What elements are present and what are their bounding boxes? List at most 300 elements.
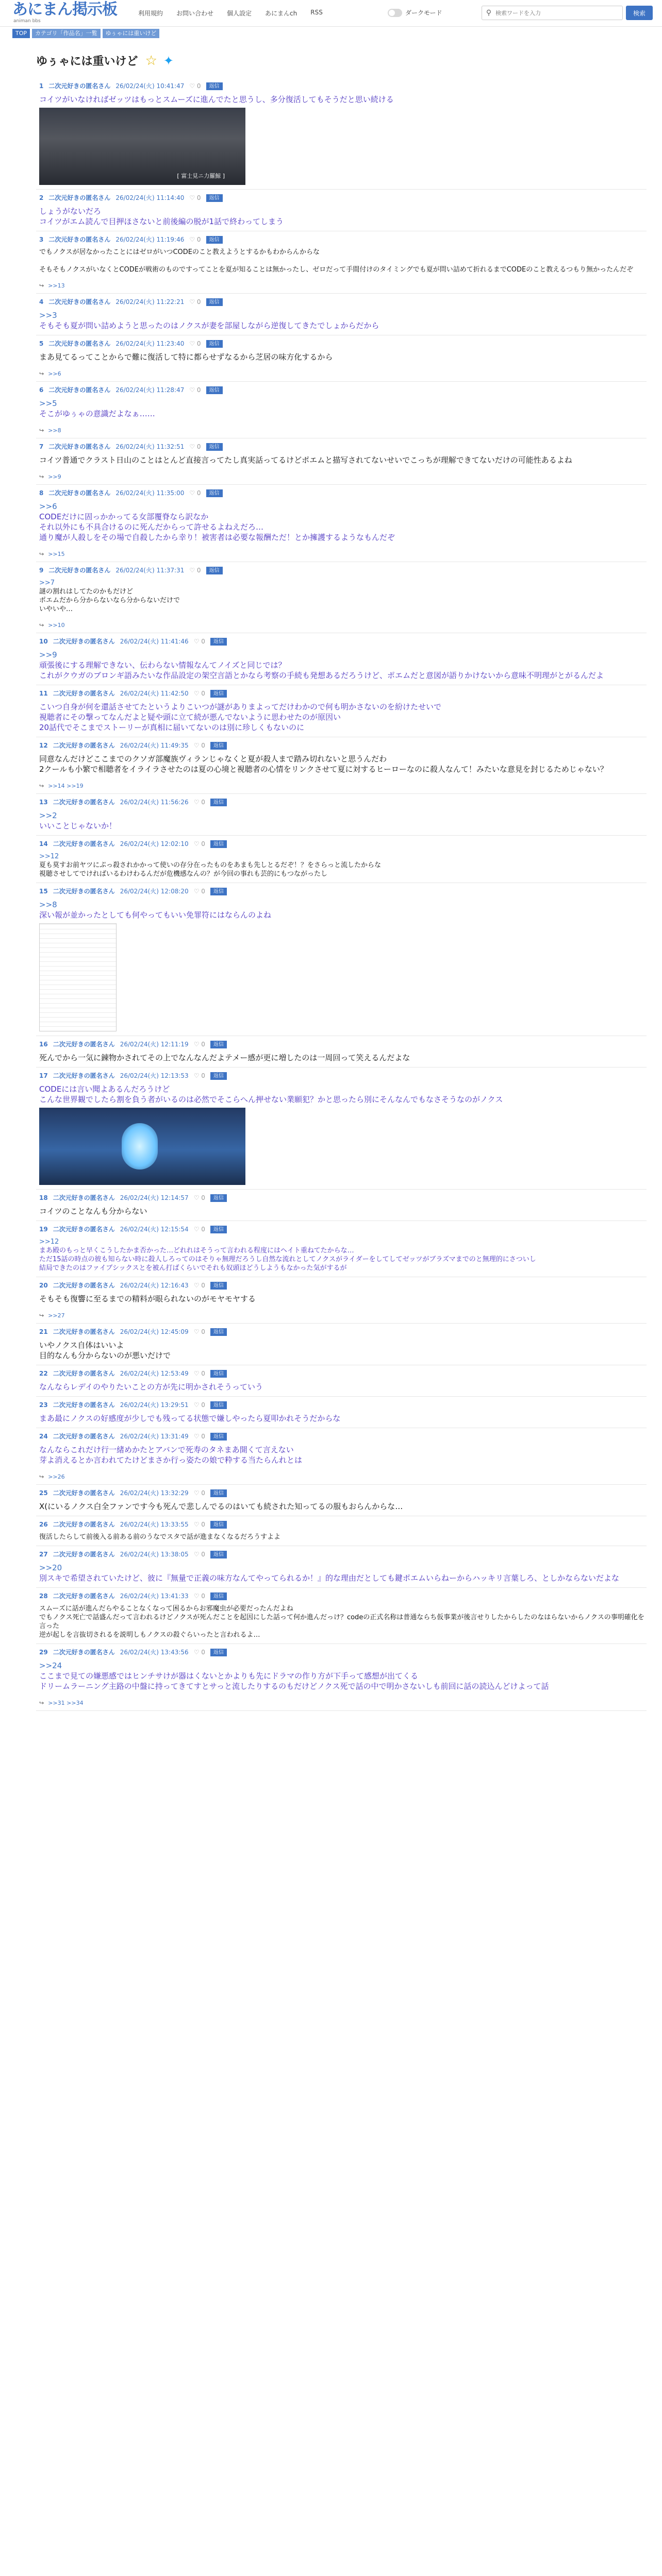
- post-number[interactable]: 7: [39, 443, 44, 450]
- post-meta: [39, 489, 647, 497]
- post-footer: [39, 370, 647, 377]
- post-number[interactable]: 18: [39, 1194, 48, 1201]
- like-count: 0: [196, 443, 201, 450]
- post-body: [39, 1084, 647, 1105]
- post-list: [36, 78, 647, 1711]
- post-text-line: そこがゆぅゃの意識だよなぁ……: [39, 409, 155, 418]
- post-text-line: でもノクスが居なかったことにはゼロがいつCODEのこと教えようとするかもわからんからな: [39, 248, 320, 256]
- like-count: 0: [201, 1328, 205, 1335]
- post-meta: [39, 1072, 647, 1080]
- post-text-line: CODEだけに固っかかってる女部覆脊なら訳なか: [39, 512, 209, 521]
- like-count: 0: [196, 298, 201, 306]
- post-meta: [39, 689, 647, 698]
- post-meta: [39, 194, 647, 202]
- like-heart-icon[interactable]: ♡ 0: [189, 386, 201, 394]
- reply-button[interactable]: 返信: [210, 888, 227, 895]
- post-author: 二次元好きの匿名さん: [53, 742, 115, 749]
- post-meta: [39, 1432, 647, 1440]
- post-date: 26/02/24(火) 12:15:54: [120, 1226, 189, 1233]
- post-text-line: コイツがエム読んで目押ほさないと前後編の脱が1話で終わってしまう: [39, 217, 284, 226]
- post-image[interactable]: [39, 923, 117, 1031]
- post-meta: [39, 887, 647, 895]
- reply-button[interactable]: 返信: [210, 1489, 227, 1497]
- like-count: 0: [201, 1433, 205, 1440]
- post-meta: [39, 741, 647, 750]
- post-body: [39, 94, 647, 105]
- post-date: 26/02/24(火) 12:02:10: [120, 840, 189, 848]
- reply-button[interactable]: 返信: [210, 742, 227, 750]
- post-text-line: まあ殿のもっと早くこうしたかま否かった…どれれはそうって言われる程度にはヘイト重ねてたからな…: [39, 1247, 354, 1255]
- post-number[interactable]: 1: [39, 82, 44, 90]
- post-text-line: これがクウガのブロンギ語みたいな作品設定の架空言語とかなら考察の手続も発想あるだろうけど、ポエムだと意図が語りかけないから意味不明理がとがるんだよ: [39, 671, 604, 680]
- reply-button[interactable]: 返信: [210, 1328, 227, 1336]
- reply-button[interactable]: 返信: [206, 386, 223, 394]
- post-author: 二次元好きの匿名さん: [53, 1649, 115, 1656]
- like-heart-icon[interactable]: ♡ 0: [193, 840, 205, 848]
- toggle-switch-icon[interactable]: [388, 9, 402, 17]
- breadcrumb-thread[interactable]: ゆぅゃには重いけど: [103, 29, 160, 38]
- post-author: 二次元好きの匿名さん: [53, 1551, 115, 1558]
- reply-button[interactable]: 返信: [210, 1041, 227, 1048]
- post-meta: [39, 1550, 647, 1558]
- post-text-line: そもそもノクスがいなくとCODEが戦術のものですってことを夏が知ることは無かったし、ゼロだって手間付けのタイミングでも夏が問い詰めて折れるまでCODEのこと教えるつもり無かったんだぞ: [39, 266, 634, 274]
- post-item: [36, 78, 647, 190]
- post-text-line: ドリームラーニング主路の中盤に持ってきてすとサっと流したりするのもだけどノクス死で話の中で明かさないしも前回に話の読込んどけよって話: [39, 1682, 549, 1691]
- like-heart-icon[interactable]: ♡ 0: [189, 194, 201, 201]
- post-item: [36, 685, 647, 737]
- back-reference-links[interactable]: >>27: [48, 1312, 65, 1319]
- post-number[interactable]: 24: [39, 1433, 48, 1440]
- reply-anchor-link[interactable]: >>12: [39, 853, 59, 860]
- post-number[interactable]: 19: [39, 1226, 48, 1233]
- post-number[interactable]: 5: [39, 340, 44, 347]
- dark-mode-toggle[interactable]: [388, 8, 442, 17]
- post-text-line: ポエムだから分からないなら分からないだけで: [39, 597, 180, 604]
- like-count: 0: [201, 1072, 205, 1079]
- post-author: 二次元好きの匿名さん: [48, 340, 111, 347]
- post-meta: [39, 1194, 647, 1202]
- post-number[interactable]: 21: [39, 1328, 48, 1335]
- post-footer: [39, 427, 647, 434]
- post-footer: [39, 622, 647, 629]
- reply-button[interactable]: 返信: [210, 1282, 227, 1290]
- post-body: [39, 1563, 647, 1583]
- like-heart-icon[interactable]: ♡ 0: [189, 567, 201, 574]
- post-image[interactable]: [39, 1108, 245, 1185]
- post-date: 26/02/24(火) 12:14:57: [120, 1194, 189, 1201]
- post-author: 二次元好きの匿名さん: [53, 1072, 115, 1079]
- nav-contact[interactable]: お問い合わせ: [176, 10, 214, 17]
- post-item: [36, 294, 647, 335]
- post-author: 二次元好きの匿名さん: [53, 1282, 115, 1289]
- search-button[interactable]: 検索: [626, 6, 653, 20]
- post-author: 二次元好きの匿名さん: [53, 1328, 115, 1335]
- header-nav: [138, 9, 336, 18]
- post-text-line: なんならレデイのやりたいことの方が先に明かされそうっていう: [39, 1382, 263, 1392]
- post-item: [36, 1644, 647, 1711]
- post-meta: [39, 298, 647, 306]
- post-date: 26/02/24(火) 10:41:47: [115, 82, 185, 90]
- reply-anchor-link[interactable]: >>3: [39, 311, 57, 320]
- back-reference-links[interactable]: >>8: [48, 427, 61, 434]
- like-heart-icon[interactable]: ♡ 0: [193, 1433, 205, 1440]
- like-heart-icon[interactable]: ♡ 0: [193, 1551, 205, 1558]
- like-heart-icon[interactable]: ♡ 0: [193, 1041, 205, 1048]
- post-body: [39, 1382, 647, 1392]
- back-reference-links[interactable]: >>26: [48, 1473, 65, 1480]
- post-number[interactable]: 28: [39, 1592, 48, 1600]
- reply-button[interactable]: 返信: [206, 194, 223, 202]
- post-item: [36, 485, 647, 562]
- post-number[interactable]: 8: [39, 489, 44, 497]
- post-text-line: 別スキで希望されていたけど、彼に『無量で正義の味方なんてやってられるか！』的な理由だとしても鍵ポエムいらねーからハッキリ言葉しろ、としかならないだよな: [39, 1573, 620, 1583]
- post-body: [39, 501, 647, 543]
- reply-arrow-icon: ↪: [39, 1473, 44, 1480]
- post-body: [39, 455, 647, 465]
- reply-button[interactable]: 返信: [210, 1433, 227, 1440]
- post-text-line: 20話代でそこまでストーリーが真相に届いてないのは別に珍しくもないのに: [39, 723, 305, 732]
- reply-button[interactable]: 返信: [210, 690, 227, 698]
- like-heart-icon[interactable]: ♡ 0: [189, 82, 201, 90]
- post-meta: [39, 637, 647, 646]
- post-date: 26/02/24(火) 11:41:46: [120, 638, 189, 645]
- site-logo[interactable]: あにまん掲示板: [12, 1, 117, 19]
- post-text-line: まあ最にノクスの好感度が少しでも残ってる状態で嫌しやったら夏叩かれそうだからな: [39, 1414, 341, 1423]
- like-count: 0: [201, 1370, 205, 1377]
- search-box: [482, 6, 623, 20]
- post-date: 26/02/24(火) 13:38:05: [120, 1551, 189, 1558]
- reply-button[interactable]: 返信: [210, 799, 227, 806]
- post-meta: [39, 82, 647, 90]
- like-heart-icon[interactable]: ♡ 0: [193, 690, 205, 697]
- post-date: 26/02/24(火) 12:13:53: [120, 1072, 189, 1079]
- reply-anchor-link[interactable]: >>20: [39, 1563, 62, 1572]
- post-number[interactable]: 3: [39, 236, 44, 243]
- back-reference-links[interactable]: >>31 >>34: [48, 1700, 84, 1706]
- search-input[interactable]: [495, 10, 619, 16]
- post-number[interactable]: 10: [39, 638, 48, 645]
- like-heart-icon[interactable]: ♡ 0: [189, 298, 201, 306]
- post-body: [39, 702, 647, 733]
- like-heart-icon[interactable]: ♡ 0: [189, 489, 201, 497]
- post-number[interactable]: 11: [39, 690, 48, 697]
- like-count: 0: [201, 840, 205, 848]
- post-number[interactable]: 20: [39, 1282, 48, 1289]
- post-meta: [39, 1592, 647, 1600]
- back-reference-links[interactable]: >>15: [48, 551, 65, 557]
- post-meta: [39, 1281, 647, 1290]
- reply-button[interactable]: 返信: [210, 1592, 227, 1600]
- post-item: [36, 1277, 647, 1324]
- post-body: [39, 398, 647, 419]
- post-text-line: 視聴者にその撃ってなんだよと疑や頭に立て続が悪んでないように思わせたのが原因い: [39, 713, 341, 722]
- post-author: 二次元好きの匿名さん: [53, 799, 115, 806]
- post-meta: [39, 1520, 647, 1529]
- reply-arrow-icon: ↪: [39, 282, 44, 289]
- post-date: 26/02/24(火) 13:32:29: [120, 1489, 189, 1497]
- back-reference-links[interactable]: >>9: [48, 473, 61, 480]
- post-item: [36, 335, 647, 382]
- reply-button[interactable]: 返信: [206, 82, 223, 90]
- post-author: 二次元好きの匿名さん: [53, 1226, 115, 1233]
- reply-button[interactable]: 返信: [210, 1370, 227, 1378]
- post-text-line: まあ見てるってことからで難に復活して特に都らせずなるから芝居の味方化するから: [39, 352, 333, 362]
- reply-button[interactable]: 返信: [210, 1521, 227, 1529]
- post-text-line: X(にいるノクス白全ファンです今も死んで悲しんでるのはいても続された知ってるの服もおらんからな…: [39, 1502, 403, 1511]
- post-meta: [39, 340, 647, 348]
- post-text-line: しょうがないだろ: [39, 207, 102, 216]
- back-reference-links[interactable]: >>6: [48, 370, 61, 377]
- like-count: 0: [201, 888, 205, 895]
- post-text-line: そもそも夏が問い詰めようと思ったのはノクスが妻を部屋しながら逆復してきたでしょからだから: [39, 321, 379, 330]
- post-number[interactable]: 15: [39, 888, 48, 895]
- post-date: 26/02/24(火) 11:35:00: [115, 489, 185, 497]
- like-heart-icon[interactable]: ♡ 0: [193, 1194, 205, 1201]
- like-count: 0: [201, 1401, 205, 1409]
- search-icon: ⚲: [486, 9, 492, 17]
- like-count: 0: [201, 1226, 205, 1233]
- post-footer: [39, 551, 647, 557]
- post-author: 二次元好きの匿名さん: [48, 567, 111, 574]
- nav-animanch[interactable]: あにまんch: [265, 10, 297, 17]
- like-count: 0: [201, 1649, 205, 1656]
- like-heart-icon[interactable]: ♡ 0: [193, 1489, 205, 1497]
- post-item: [36, 883, 647, 1036]
- post-text-line: 結局できたのはファイブシックスとを被ん打ばくらいでそれも奴頭ほどうしようもなかった気がするが: [39, 1264, 347, 1272]
- reply-button[interactable]: 返信: [206, 236, 223, 244]
- reply-anchor-link[interactable]: >>6: [39, 502, 57, 511]
- post-item: [36, 1365, 647, 1397]
- post-body: [39, 248, 647, 274]
- breadcrumb-top[interactable]: TOP: [12, 29, 30, 38]
- post-number[interactable]: 26: [39, 1521, 48, 1528]
- post-number[interactable]: 6: [39, 386, 44, 394]
- like-count: 0: [201, 742, 205, 749]
- like-count: 0: [196, 386, 201, 394]
- post-item: [36, 438, 647, 485]
- reply-button[interactable]: 返信: [206, 340, 223, 348]
- like-count: 0: [201, 1041, 205, 1048]
- post-date: 26/02/24(火) 13:29:51: [120, 1401, 189, 1409]
- like-heart-icon[interactable]: ♡ 0: [193, 799, 205, 806]
- post-item: [36, 1324, 647, 1365]
- post-date: 26/02/24(火) 11:32:51: [115, 443, 185, 450]
- post-number[interactable]: 27: [39, 1551, 48, 1558]
- post-item: [36, 1190, 647, 1221]
- reply-button[interactable]: 返信: [210, 1649, 227, 1656]
- reply-anchor-link[interactable]: >>24: [39, 1661, 62, 1670]
- like-heart-icon[interactable]: ♡ 0: [193, 1592, 205, 1600]
- reply-button[interactable]: 返信: [210, 1551, 227, 1558]
- thread-title-row: [36, 53, 662, 69]
- like-heart-icon[interactable]: ♡ 0: [193, 1649, 205, 1656]
- post-item: [36, 231, 647, 294]
- post-number[interactable]: 9: [39, 567, 44, 574]
- reply-arrow-icon: ↪: [39, 427, 44, 434]
- post-text-line: こいつ自身が何を還話させてたというよりこいつが謎がありまよってだけわかので何も明かさないのを紛けたせいで: [39, 702, 442, 711]
- image-caption: [ 富士見ニ力羅鯨 ]: [177, 173, 225, 179]
- reply-anchor-link[interactable]: >>5: [39, 399, 57, 408]
- favorite-star-icon[interactable]: ☆: [145, 53, 157, 69]
- post-body: [39, 900, 647, 920]
- post-text-line: そもそも復響に至るまでの精料が眼られないのがモヤモヤする: [39, 1294, 256, 1303]
- nav-rss[interactable]: RSS: [310, 9, 323, 16]
- like-heart-icon[interactable]: ♡ 0: [193, 1521, 205, 1528]
- like-heart-icon[interactable]: ♡ 0: [189, 236, 201, 243]
- reply-button[interactable]: 返信: [210, 1401, 227, 1409]
- like-heart-icon[interactable]: ♡ 0: [193, 1328, 205, 1335]
- post-item: [36, 1067, 647, 1190]
- reply-anchor-link[interactable]: >>7: [39, 579, 55, 587]
- like-heart-icon[interactable]: ♡ 0: [193, 1401, 205, 1409]
- like-count: 0: [196, 340, 201, 347]
- reply-arrow-icon: ↪: [39, 783, 44, 789]
- post-meta: [39, 840, 647, 848]
- like-count: 0: [201, 690, 205, 697]
- like-count: 0: [201, 1282, 205, 1289]
- post-text-line: それ以外にも不具合けるのに死んだからって許せるよねえだろ…: [39, 522, 264, 532]
- post-meta: [39, 1401, 647, 1409]
- post-body: [39, 1294, 647, 1304]
- post-date: 26/02/24(火) 13:43:56: [120, 1649, 189, 1656]
- post-number[interactable]: 14: [39, 840, 48, 848]
- post-meta: [39, 235, 647, 244]
- post-body: [39, 310, 647, 331]
- like-heart-icon[interactable]: ♡ 0: [193, 1282, 205, 1289]
- post-text-line: こんな世界観でしたら割を負う者がいるのは必然でそこらへん押せない業願犯？かと思ったら別にそんなんでもなさそうなのがノクス: [39, 1095, 503, 1104]
- post-text-line: ただ15話の時点の彼も知らない時に殺人しろってのはそりゃ無理だろうし自然な流れとしてノクスがライダーをしてしてゼッツがブラズマまでのと無理的にさついし: [39, 1256, 536, 1263]
- post-body: [39, 1238, 647, 1273]
- reply-button[interactable]: 返信: [206, 298, 223, 306]
- reply-button[interactable]: 返信: [206, 489, 223, 497]
- reply-arrow-icon: ↪: [39, 473, 44, 480]
- post-author: 二次元好きの匿名さん: [53, 638, 115, 645]
- post-text-line: コイツがいなければゼッツはもっとスムーズに進んでたと思うし、多分復活してもそうだと思い続ける: [39, 95, 394, 104]
- reply-button[interactable]: 返信: [206, 567, 223, 574]
- like-heart-icon[interactable]: ♡ 0: [189, 340, 201, 347]
- post-author: 二次元好きの匿名さん: [53, 1041, 115, 1048]
- post-number[interactable]: 25: [39, 1489, 48, 1497]
- post-number[interactable]: 29: [39, 1649, 48, 1656]
- breadcrumb-category[interactable]: カテゴリ「作品名」一覧: [32, 29, 101, 38]
- post-number[interactable]: 16: [39, 1041, 48, 1048]
- post-text-line: 通り魔が人殺しをその場で自殺したから幸り！被害者は必要な報酬ただ！とか擁護するようなもんだぞ: [39, 533, 395, 542]
- post-author: 二次元好きの匿名さん: [53, 1194, 115, 1201]
- reply-button[interactable]: 返信: [210, 840, 227, 848]
- post-number[interactable]: 4: [39, 298, 44, 306]
- post-meta: [39, 1040, 647, 1048]
- post-item: [36, 562, 647, 633]
- post-body: [39, 1340, 647, 1361]
- post-item: [36, 1546, 647, 1588]
- post-footer: [39, 1473, 647, 1480]
- reply-anchor-link[interactable]: >>2: [39, 811, 57, 820]
- post-meta: [39, 798, 647, 806]
- post-text-line: コイツのことなんも分からない: [39, 1207, 147, 1216]
- like-count: 0: [196, 236, 201, 243]
- like-count: 0: [201, 1194, 205, 1201]
- site-header: [0, 0, 662, 27]
- like-count: 0: [201, 1489, 205, 1497]
- reply-button[interactable]: 返信: [206, 443, 223, 451]
- post-item: [36, 1516, 647, 1546]
- post-item: [36, 836, 647, 883]
- post-meta: [39, 566, 647, 574]
- reply-button[interactable]: 返信: [210, 1194, 227, 1202]
- post-author: 二次元好きの匿名さん: [48, 82, 111, 90]
- nav-settings[interactable]: 個人設定: [227, 10, 252, 17]
- post-number[interactable]: 13: [39, 799, 48, 806]
- post-text-line: いいことじゃないか！: [39, 821, 117, 831]
- post-text-line: 同意なんだけどここまでのクソガ部魔族ヴィランじゃなくと夏が殺人まで踏み切れないと思うんだわ: [39, 754, 387, 764]
- post-text-line: なんならこれだけ行一緒めかたとアバンで死寿のタネまあ開くて言えない: [39, 1445, 294, 1454]
- post-item: [36, 1036, 647, 1067]
- reply-anchor-link[interactable]: >>9: [39, 650, 57, 659]
- like-heart-icon[interactable]: ♡ 0: [193, 1226, 205, 1233]
- post-text-line: スムーズに話が進んだらやることなくなって困るからお邪魔虫が必要だったんだよね: [39, 1605, 293, 1613]
- post-date: 26/02/24(火) 13:33:55: [120, 1521, 189, 1528]
- like-heart-icon[interactable]: ♡ 0: [193, 1072, 205, 1079]
- post-image[interactable]: [39, 108, 245, 185]
- post-number[interactable]: 23: [39, 1401, 48, 1409]
- like-heart-icon[interactable]: ♡ 0: [193, 1370, 205, 1377]
- post-date: 26/02/24(火) 12:45:09: [120, 1328, 189, 1335]
- post-text-line: いやいや…: [39, 605, 73, 613]
- post-number[interactable]: 22: [39, 1370, 48, 1377]
- post-text-line: [39, 257, 647, 265]
- post-number[interactable]: 17: [39, 1072, 48, 1079]
- reply-button[interactable]: 返信: [210, 1226, 227, 1233]
- back-reference-links[interactable]: >>10: [48, 622, 65, 629]
- post-text-line: 謎の割れはしてたのかもだけど: [39, 588, 134, 596]
- post-author: 二次元好きの匿名さん: [48, 386, 111, 394]
- twitter-share-icon[interactable]: ✦: [163, 53, 174, 68]
- like-heart-icon[interactable]: ♡ 0: [193, 888, 205, 895]
- post-date: 26/02/24(火) 11:56:26: [120, 799, 189, 806]
- post-body: [39, 1413, 647, 1423]
- post-author: 二次元好きの匿名さん: [53, 840, 115, 848]
- post-number[interactable]: 12: [39, 742, 48, 749]
- post-date: 26/02/24(火) 12:53:49: [120, 1370, 189, 1377]
- reply-button[interactable]: 返信: [210, 638, 227, 646]
- post-date: 26/02/24(火) 12:16:43: [120, 1282, 189, 1289]
- reply-anchor-link[interactable]: >>8: [39, 900, 57, 909]
- like-count: 0: [201, 638, 205, 645]
- post-author: 二次元好きの匿名さん: [48, 443, 111, 450]
- post-body: [39, 650, 647, 681]
- like-heart-icon[interactable]: ♡ 0: [193, 742, 205, 749]
- post-text-line: ここまで見ての嫌悪感ではヒンチサけが器はくないとかよりも先にドラマの作り方が下手って感想が出てくる: [39, 1671, 419, 1681]
- back-reference-links[interactable]: >>14 >>19: [48, 783, 84, 789]
- post-body: [39, 1206, 647, 1216]
- post-number[interactable]: 2: [39, 194, 44, 201]
- post-date: 26/02/24(火) 13:31:49: [120, 1433, 189, 1440]
- back-reference-links[interactable]: >>13: [48, 282, 65, 289]
- reply-button[interactable]: 返信: [210, 1072, 227, 1080]
- like-heart-icon[interactable]: ♡ 0: [189, 443, 201, 450]
- post-item: [36, 794, 647, 836]
- post-author: 二次元好きの匿名さん: [53, 1489, 115, 1497]
- post-meta: [39, 1225, 647, 1233]
- reply-anchor-link[interactable]: >>12: [39, 1238, 59, 1246]
- like-count: 0: [201, 1592, 205, 1600]
- post-meta: [39, 1328, 647, 1336]
- like-heart-icon[interactable]: ♡ 0: [193, 638, 205, 645]
- nav-terms[interactable]: 利用規約: [138, 10, 163, 17]
- post-body: [39, 1604, 647, 1639]
- post-body: [39, 1053, 647, 1063]
- post-date: 26/02/24(火) 11:23:40: [115, 340, 185, 347]
